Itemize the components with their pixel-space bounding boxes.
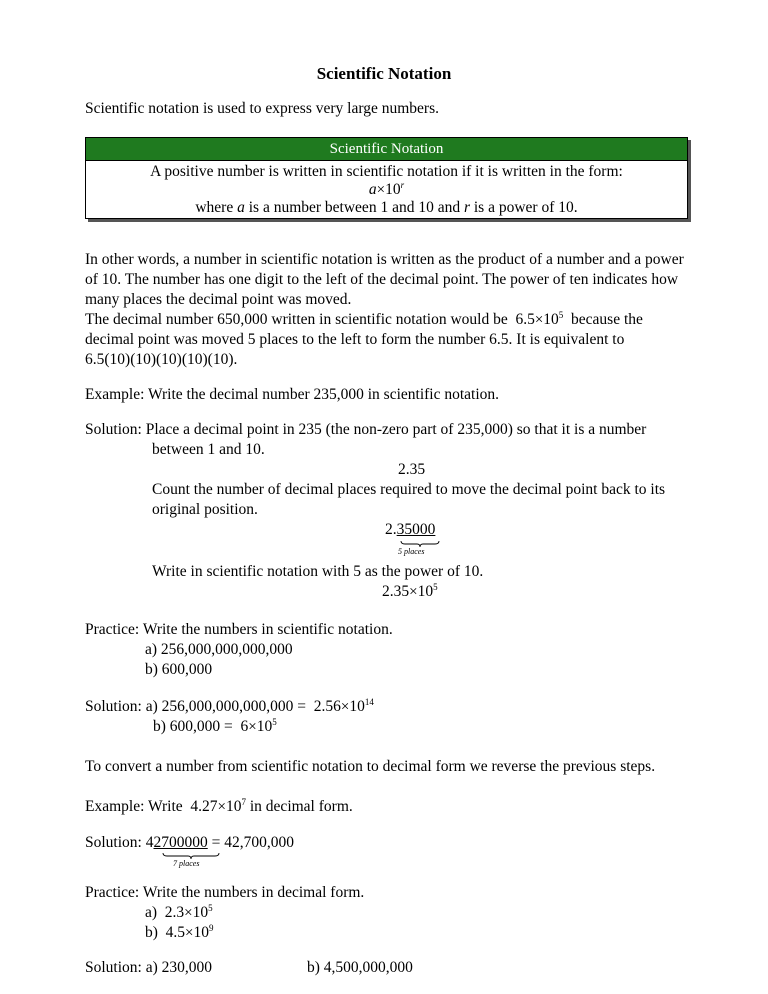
example-2-prompt [85, 797, 353, 817]
value-moved-digits: 2700000 [153, 834, 208, 851]
practice-2-prompt: Practice: Write the numbers in decimal form. [85, 884, 365, 901]
exponent: 14 [364, 697, 374, 707]
coefficient: 6.5 [515, 311, 535, 328]
practice-2-item-b [145, 923, 214, 943]
definition-formula [86, 180, 687, 200]
exponent: 5 [272, 717, 277, 727]
example-1-solution-line: Solution: Place a decimal point in 235 (the non-zero part of 235,000) so that it is a number [85, 421, 647, 438]
explanation-line: many places the decimal point was moved. [85, 291, 352, 308]
example-1-value: 2.35 [398, 461, 426, 478]
times-symbol: × [340, 699, 350, 715]
example-1-prompt: Example: Write the decimal number 235,000 in scientific notation. [85, 386, 500, 403]
base: 10 [256, 718, 273, 735]
base: 10 [226, 798, 242, 815]
example-1-solution-line: original position. [152, 501, 258, 518]
exponent: 5 [558, 310, 564, 320]
intro-text: Scientific notation is used to express very large numbers. [85, 100, 439, 117]
example-2-solution [85, 833, 294, 853]
explanation-line: In other words, a number in scientific notation is written as the product of a number and a power [85, 251, 684, 268]
coefficient: 2.56 [313, 698, 341, 715]
prompt-text: in decimal form. [249, 798, 353, 815]
value-prefix: 2. [385, 521, 397, 538]
times-symbol: × [185, 925, 194, 941]
coefficient: 6 [240, 718, 249, 735]
times-symbol: × [184, 905, 193, 921]
formula-a: a [368, 181, 377, 198]
explanation-text: The decimal number 650,000 written in scientific notation would be [85, 311, 508, 328]
brace-label: 5 places [398, 547, 425, 556]
exponent: 5 [433, 582, 438, 592]
coefficient: 2.35 [382, 583, 410, 600]
times-symbol: × [248, 719, 257, 735]
definition-line-1: A positive number is written in scientific notation if it is written in the form: [150, 163, 623, 180]
explanation-text: because the [571, 311, 643, 328]
item-label: a) [145, 904, 158, 921]
value-moved-digits: 35000 [396, 521, 436, 538]
base: 10 [192, 904, 209, 921]
example-1-solution-line: Count the number of decimal places required to move the decimal point back to its [152, 481, 666, 498]
solution-text: Solution: 4 [85, 834, 154, 851]
def-text: is a power of 10. [470, 199, 578, 216]
explanation-line: decimal point was moved 5 places to the left to form the number 6.5. It is equivalent to [85, 331, 625, 348]
practice-2-solution-a: Solution: a) 230,000 [85, 959, 213, 976]
base: 10 [349, 698, 365, 715]
explanation-line: of 10. The number has one digit to the left of the decimal point. The power of ten indicates how [85, 271, 679, 288]
base: 10 [193, 924, 210, 941]
practice-2-item-a [145, 903, 213, 923]
example-1-shifted-value [385, 520, 435, 540]
coefficient: 2.3 [164, 904, 185, 921]
times-symbol: × [217, 799, 226, 815]
exponent: 5 [208, 903, 213, 913]
def-text: where [195, 199, 238, 216]
times-symbol: × [409, 584, 418, 600]
times-symbol: × [534, 312, 544, 328]
convert-text: To convert a number from scientific notation to decimal form we reverse the previous steps. [85, 758, 656, 775]
base: 10 [543, 311, 559, 328]
coefficient: 4.5 [165, 924, 186, 941]
times-symbol: × [376, 182, 386, 198]
practice-1-item: b) 600,000 [145, 661, 213, 678]
practice-1-item: a) 256,000,000,000,000 [145, 641, 293, 658]
practice-1-solution-b [153, 717, 277, 737]
formula-exponent: r [400, 180, 405, 190]
solution-text: b) 600,000 = [153, 718, 233, 735]
practice-1-prompt: Practice: Write the numbers in scientific notation. [85, 621, 393, 638]
base: 10 [417, 583, 434, 600]
explanation-line: 6.5(10)(10)(10)(10)(10). [85, 351, 238, 368]
example-1-solution-line: between 1 and 10. [152, 441, 265, 458]
exponent: 7 [241, 797, 246, 807]
exponent: 9 [209, 923, 214, 933]
definition-box [85, 137, 688, 219]
prompt-text: Example: Write [85, 798, 183, 815]
solution-text: = 42,700,000 [211, 834, 294, 851]
definition-line-3 [86, 198, 687, 217]
page-title: Scientific Notation [316, 64, 452, 83]
brace-label: 7 places [173, 859, 200, 868]
item-label: b) [145, 924, 158, 941]
def-var-a: a [237, 199, 245, 216]
practice-2-solution-b: b) 4,500,000,000 [307, 959, 413, 976]
example-1-solution-line: Write in scientific notation with 5 as the power of 10. [152, 563, 484, 580]
formula-base: 10 [385, 181, 401, 198]
example-1-result [382, 582, 438, 602]
definition-box-header: Scientific Notation [86, 138, 687, 161]
solution-text: Solution: a) 256,000,000,000,000 = [85, 698, 307, 715]
explanation-line [85, 310, 643, 330]
def-var-r: r [463, 199, 470, 216]
def-text: is a number between 1 and 10 and [244, 199, 464, 216]
coefficient: 4.27 [190, 798, 218, 815]
practice-1-solution-a [85, 697, 374, 717]
